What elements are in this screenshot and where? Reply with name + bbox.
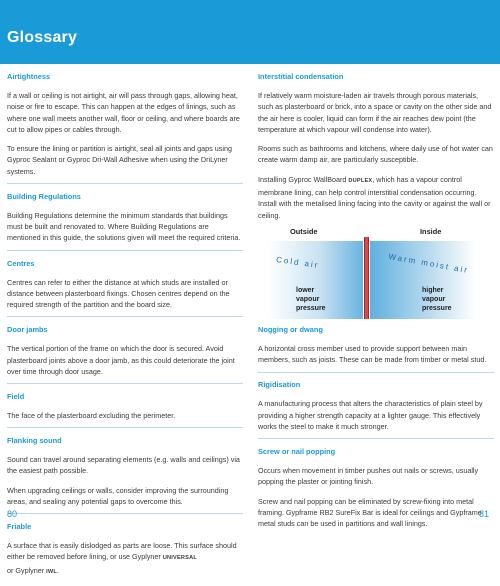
warm-moist-air-label: Warm moist air (387, 251, 470, 275)
higher-vapour-pressure-label: higher vapour pressure (422, 286, 452, 312)
definition-rigidisation: A manufacturing process that alters the characteristics of plain steel by providing a higher strength capacity at a lighter gauge. This effectively works the steel to make it much stronger. (258, 399, 483, 431)
cold-air-label: Cold air (275, 254, 320, 270)
page-title: Glossary (7, 29, 78, 46)
definition-interstitial-3: Installing Gyproc WallBoard DUPLEX, which has a vapour control membrane lining, can help control interstitial condensation occurring. Install with the metalised lining facing into the cavity or against the wall or ceiling. (258, 174, 491, 220)
definition-airtightness-1: If a wall or ceiling is not airtight, air will pass through gaps, allowing heat, noise or fire to escape. This can happen at the edges of linings, such as where one wall meets another wall, floor or ceiling, and where boards are cut to allow pipes or cables through. (7, 91, 240, 134)
divider (7, 316, 243, 317)
definition-interstitial-2: Rooms such as bathrooms and kitchens, where daily use of hot water can create warm damp air, are particularly susceptible. (258, 144, 493, 165)
right-column (258, 72, 494, 538)
wall-section (364, 237, 369, 319)
definition-screw-popping-1: Occurs when movement in timber pushes out nails or screws, usually popping the plaster or jointing finish. (258, 466, 479, 487)
definition-airtightness-2: To ensure the lining or partition is airtight, seal all joints and gaps using Gyproc Sealant or Gyproc Dri-Wall Adhesive when using the DriLyner systems. (7, 144, 232, 176)
vapour-pressure-diagram (258, 227, 494, 319)
header-bar (0, 0, 500, 64)
term-interstitial-condensation: Interstitial condensation (258, 72, 344, 81)
diagram-label-outside: Outside (290, 226, 318, 236)
divider (7, 513, 243, 514)
divider (258, 438, 494, 439)
page-number-right: 81 (479, 509, 490, 519)
term-airtightness: Airtightness (7, 72, 51, 81)
left-column (7, 72, 243, 586)
definition-flanking-sound-2: When upgrading ceilings or walls, consider improving the surrounding areas, and sealing any potential gaps to overcome this. (7, 485, 229, 506)
term-flanking-sound: Flanking sound (7, 436, 62, 446)
term-door-jambs: Door jambs (7, 325, 48, 335)
definition-centres: Centres can refer to either the distance at which studs are installed or distance between plasterboard fixings. Chosen centres depend on the required strength of the partition and the board size. (7, 277, 230, 310)
divider (7, 427, 243, 428)
term-friable: Friable (7, 522, 32, 532)
term-nogging: Nogging or dwang (258, 324, 323, 334)
term-building-regulations: Building Regulations (7, 191, 81, 201)
term-screw-nail-popping: Screw or nail popping (258, 447, 336, 457)
definition-screw-popping-2: Screw and nail popping can be eliminated by screw-fixing into metal framing. Gypframe RB2 SureFix Bar is ideal for ceilings and Gypframe metal studs can be used in partitions and wall linings. (258, 496, 482, 529)
definition-nogging: A horizontal cross member used to provide support between main members, such as joists. These can be made from timber or metal stud. (258, 343, 487, 365)
divider (7, 183, 243, 184)
term-rigidisation: Rigidisation (258, 380, 301, 390)
definition-friable: A surface that is easily dislodged as parts are loose. This surface should either be removed before lining, or use Gyplyner UNIVERSAL or Gyplyner IWL. (7, 541, 237, 575)
divider (258, 372, 494, 373)
definition-field: The face of the plasterboard excluding the perimeter. (7, 410, 176, 420)
page-number-left: 80 (7, 509, 18, 519)
term-field: Field (7, 391, 25, 401)
definition-door-jambs: The vertical portion of the frame on which the door is secured. Avoid plasterboard joints above a door jamb, as this could deteriorate the joint over time through door usage. (7, 344, 235, 376)
divider (7, 383, 243, 384)
lower-vapour-pressure-label: lower vapour pressure (296, 286, 326, 312)
term-centres: Centres (7, 258, 35, 268)
divider (7, 250, 243, 251)
definition-building-regulations: Building Regulations determine the minimum standards that buildings must be built and renovated to. Where Building Regulations are mentioned in this guide, the solutions given will meet the required criteria. (7, 210, 241, 243)
diagram-label-inside: Inside (420, 226, 442, 236)
definition-flanking-sound-1: Sound can travel around separating elements (e.g. walls and ceilings) via the easiest path possible. (7, 455, 240, 476)
definition-interstitial-1: If relatively warm moisture-laden air travels through porous materials, such as plasterboard or brick, into a space or cavity on the other side and the air here is cooler, liquid can form if the air reaches dew point (the temperature at which vapour will condense into water). (258, 91, 492, 134)
